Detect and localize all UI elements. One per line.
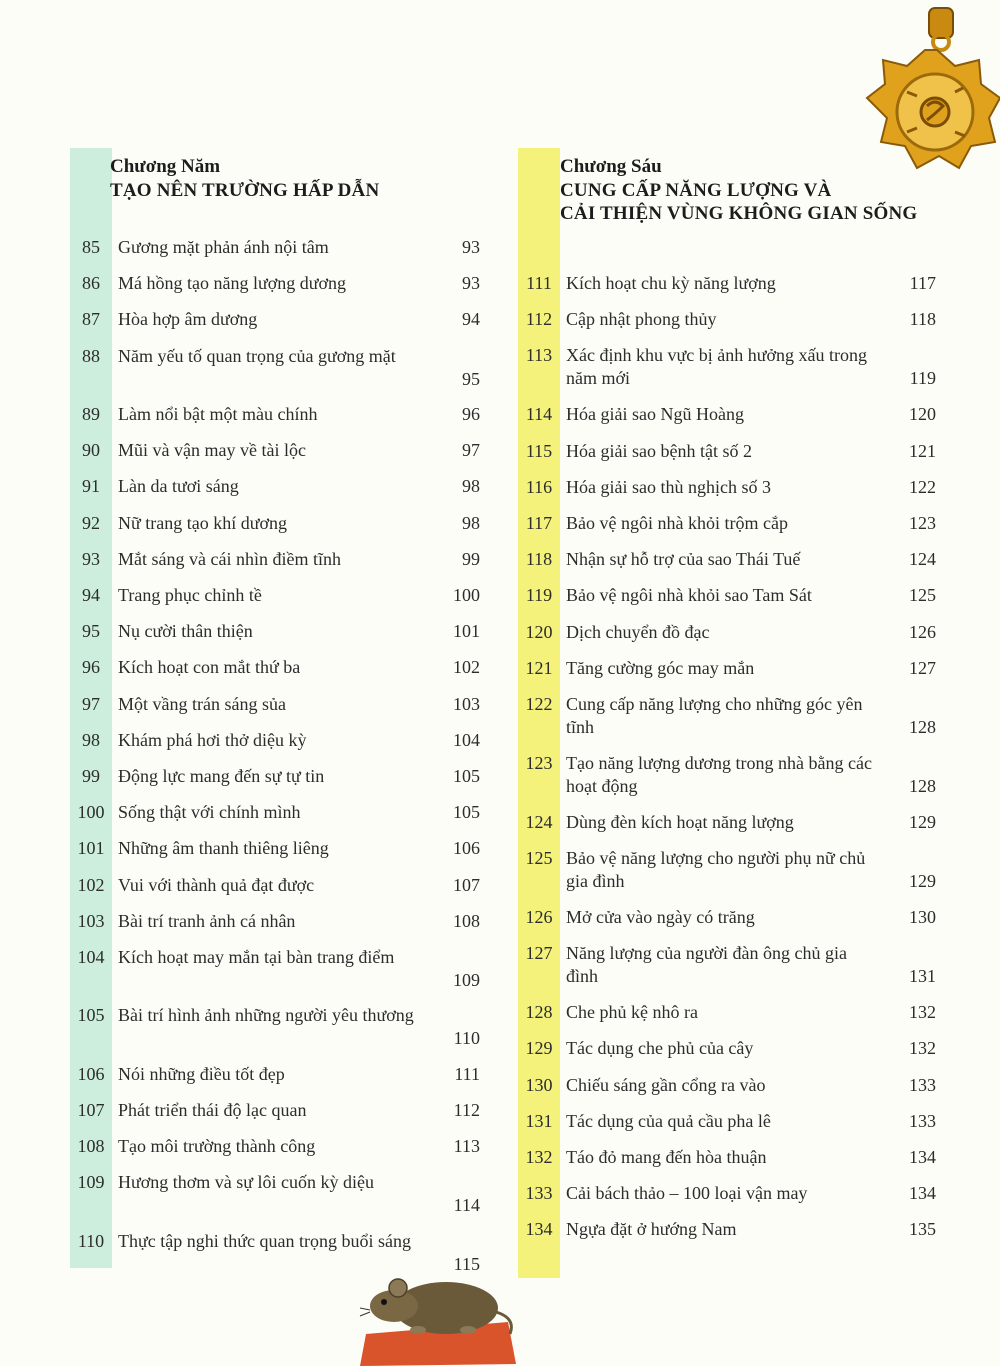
toc-entry-number: 92	[82, 512, 100, 533]
toc-entry-page: 94	[462, 309, 480, 330]
toc-entry-number: 98	[82, 729, 100, 750]
toc-entry-number: 129	[525, 1038, 553, 1059]
toc-entry-title: Che phủ kệ nhô ra	[566, 1002, 698, 1023]
toc-entry-page: 115	[453, 1253, 480, 1274]
toc-entry	[70, 1093, 480, 1129]
toc-entry	[518, 1031, 936, 1067]
toc-entry-page: 96	[462, 404, 480, 425]
toc-entry-title: Bảo vệ năng lượng cho người phụ nữ chủ gia đình	[566, 848, 866, 892]
toc-entry	[518, 995, 936, 1031]
toc-entry-title: Khám phá hơi thở diệu kỳ	[118, 729, 307, 750]
toc-entry-title: Động lực mang đến sự tự tin	[118, 765, 325, 786]
toc-entry-number: 103	[77, 910, 105, 931]
toc-entry-title: Dịch chuyển đồ đạc	[566, 621, 710, 642]
toc-entry-page: 118	[909, 309, 936, 330]
toc-entry-title: Tạo môi trường thành công	[118, 1136, 316, 1157]
toc-entry-title: Kích hoạt chu kỳ năng lượng	[566, 273, 776, 293]
toc-entry	[518, 1104, 936, 1140]
toc-entry	[518, 805, 936, 841]
toc-entry-title: Bảo vệ ngôi nhà khỏi sao Tam Sát	[566, 585, 812, 606]
toc-entry-number: 132	[525, 1147, 553, 1167]
toc-entry-title: Nụ cười thân thiện	[118, 621, 253, 642]
chapter-five-label: Chương Năm	[110, 156, 221, 177]
toc-entry-title: Hóa giải sao Ngũ Hoàng	[566, 404, 744, 425]
toc-entry	[518, 302, 936, 338]
toc-entry	[70, 302, 480, 338]
toc-right-list	[518, 266, 936, 1249]
toc-entry-number: 105	[77, 1005, 105, 1026]
toc-entry-page: 98	[462, 512, 480, 533]
toc-entry-page: 102	[453, 657, 480, 678]
toc-entry-number: 122	[525, 693, 553, 714]
toc-entry-number: 120	[525, 621, 553, 642]
toc-entry-number: 130	[525, 1074, 553, 1095]
toc-entry-number: 117	[525, 512, 553, 533]
toc-entry-number: 100	[77, 802, 105, 823]
toc-entry	[70, 542, 480, 578]
toc-entry	[518, 687, 936, 746]
mouse-illustration	[358, 1268, 518, 1366]
toc-entry-title: Nói những điều tốt đẹp	[118, 1063, 285, 1084]
toc-entry	[70, 1129, 480, 1165]
toc-entry-number: 108	[77, 1136, 105, 1157]
toc-entry-title: Mở cửa vào ngày có trăng	[566, 907, 755, 928]
toc-entry	[518, 542, 936, 578]
toc-entry-number: 95	[82, 621, 100, 642]
toc-entry-title: Kích hoạt may mắn tại bàn trang điểm	[118, 946, 395, 967]
toc-entry-title: Làm nổi bật một màu chính	[118, 404, 318, 425]
toc-entry-number: 87	[82, 309, 100, 330]
toc-entry-title: Cải bách thảo – 100 loại vận may	[566, 1183, 808, 1204]
toc-entry	[70, 759, 480, 795]
toc-entry-page: 99	[462, 548, 480, 569]
toc-entry-title: Một vầng trán sáng sủa	[118, 693, 286, 714]
toc-entry-number: 113	[525, 345, 553, 366]
toc-entry	[70, 266, 480, 302]
toc-entry-number: 124	[525, 811, 553, 832]
toc-entry-page: 98	[462, 476, 480, 497]
toc-entry-title: Kích hoạt con mắt thứ ba	[118, 657, 301, 678]
toc-entry	[518, 338, 936, 397]
toc-entry-page: 97	[462, 440, 480, 461]
toc-entry-page: 132	[909, 1002, 936, 1023]
toc-entry-page: 131	[909, 966, 936, 987]
toc-entry-page: 123	[909, 512, 936, 533]
toc-entry-title: Tác dụng của quả cầu pha lê	[566, 1110, 771, 1131]
toc-entry-title: Năng lượng của người đàn ông chủ gia đình	[566, 943, 847, 987]
toc-entry-title: Tăng cường góc may mắn	[566, 657, 755, 678]
toc-entry-number: 127	[525, 943, 553, 964]
toc-entry-number: 89	[82, 404, 100, 425]
toc-entry-title: Vui với thành quả đạt được	[118, 874, 315, 895]
toc-entry-page: 114	[453, 1195, 480, 1216]
toc-entry-number: 115	[525, 440, 553, 461]
toc-entry-title: Gương mặt phản ánh nội tâm	[118, 237, 329, 257]
toc-entry-page: 109	[453, 969, 480, 990]
toc-entry-number: 88	[82, 345, 100, 366]
toc-entry	[70, 650, 480, 686]
chapter-five-header	[110, 155, 490, 202]
toc-entry-title: Hương thơm và sự lôi cuốn kỳ diệu	[118, 1172, 375, 1193]
chapter-five-title: TẠO NÊN TRƯỜNG HẤP DẪN	[110, 180, 380, 201]
toc-entry-page: 128	[909, 775, 936, 796]
toc-entry-number: 112	[525, 309, 553, 330]
toc-entry-page: 135	[909, 1219, 936, 1240]
toc-entry	[70, 687, 480, 723]
toc-entry-number: 109	[77, 1172, 105, 1193]
toc-entry-page: 107	[453, 874, 480, 895]
toc-entry-page: 111	[454, 1063, 480, 1084]
toc-entry-title: Má hồng tạo năng lượng dương	[118, 273, 347, 294]
chapter-six-title-line2: CẢI THIỆN VÙNG KHÔNG GIAN SỐNG	[560, 203, 918, 224]
toc-entry	[518, 651, 936, 687]
toc-entry-number: 114	[525, 404, 553, 425]
toc-entry-number: 94	[82, 585, 100, 605]
toc-entry-title: Cập nhật phong thủy	[566, 309, 717, 330]
toc-entry	[518, 615, 936, 651]
toc-entry-number: 116	[525, 476, 553, 497]
gold-pendant-ornament	[855, 0, 1000, 200]
toc-entry-title: Xác định khu vực bị ảnh hưởng xấu trong năm mới	[566, 345, 867, 389]
toc-entry-title: Trang phục chỉnh tề	[118, 585, 262, 605]
toc-entry	[70, 469, 480, 505]
toc-entry-title: Bài trí tranh ảnh cá nhân	[118, 910, 296, 931]
toc-entry	[70, 433, 480, 469]
chapter-six-label: Chương Sáu	[560, 156, 662, 177]
toc-entry-title: Thực tập nghi thức quan trọng buổi sáng	[118, 1230, 411, 1251]
toc-entry-number: 96	[82, 657, 100, 678]
toc-entry	[518, 936, 936, 995]
toc-entry	[518, 397, 936, 433]
toc-entry-page: 112	[453, 1100, 480, 1121]
toc-entry-title: Hòa hợp âm dương	[118, 309, 258, 330]
toc-entry	[70, 723, 480, 759]
toc-entry-page: 110	[453, 1028, 480, 1049]
toc-entry-number: 106	[77, 1063, 105, 1084]
toc-entry-title: Nữ trang tạo khí dương	[118, 512, 288, 533]
toc-entry-page: 105	[453, 802, 480, 823]
toc-entry-page: 104	[453, 729, 480, 750]
toc-entry-title: Chiếu sáng gần cổng ra vào	[566, 1074, 766, 1095]
toc-entry-title: Tác dụng che phủ của cây	[566, 1038, 754, 1059]
toc-entry-number: 128	[525, 1002, 553, 1023]
toc-entry-number: 99	[82, 765, 100, 786]
toc-entry	[70, 230, 480, 266]
toc-entry	[70, 795, 480, 831]
toc-entry-number: 121	[525, 657, 553, 678]
toc-entry-page: 125	[909, 585, 936, 606]
toc-entry	[70, 904, 480, 940]
toc-entry-page: 108	[453, 910, 480, 931]
toc-entry-page: 126	[909, 621, 936, 642]
toc-entry-page: 113	[453, 1136, 480, 1157]
toc-entry-title: Bài trí hình ảnh những người yêu thương	[118, 1005, 414, 1026]
toc-entry	[518, 746, 936, 805]
toc-entry-title: Những âm thanh thiêng liêng	[118, 838, 329, 859]
toc-entry-page: 105	[453, 765, 480, 786]
toc-entry	[518, 841, 936, 900]
toc-entry	[518, 1176, 936, 1212]
toc-entry	[70, 614, 480, 650]
toc-entry-number: 102	[77, 874, 105, 895]
toc-entry-title: Táo đỏ mang đến hòa thuận	[566, 1147, 767, 1167]
toc-entry-number: 91	[82, 476, 100, 497]
toc-entry-title: Sống thật với chính mình	[118, 802, 301, 823]
toc-entry	[518, 1212, 936, 1248]
toc-entry-title: Mũi và vận may về tài lộc	[118, 440, 306, 461]
toc-entry	[518, 434, 936, 470]
toc-entry-page: 133	[909, 1110, 936, 1131]
toc-entry	[518, 1068, 936, 1104]
toc-entry-number: 90	[82, 440, 100, 461]
toc-entry	[70, 339, 480, 398]
toc-entry-page: 117	[909, 273, 936, 293]
toc-entry-title: Năm yếu tố quan trọng của gương mặt	[118, 345, 396, 366]
toc-entry-title: Tạo năng lượng dương trong nhà bằng các hoạt động	[566, 752, 872, 796]
toc-entry-number: 123	[525, 752, 553, 773]
toc-entry-number: 104	[77, 946, 105, 967]
toc-entry	[70, 1165, 480, 1224]
toc-entry-number: 131	[525, 1110, 553, 1131]
toc-entry-number: 97	[82, 693, 100, 714]
toc-entry-number: 111	[526, 273, 552, 293]
toc-entry-page: 100	[453, 585, 480, 605]
toc-entry-page: 103	[453, 693, 480, 714]
toc-entry	[70, 831, 480, 867]
toc-entry-title: Dùng đèn kích hoạt năng lượng	[566, 811, 794, 832]
toc-entry-number: 118	[525, 549, 553, 570]
toc-entry	[70, 397, 480, 433]
toc-entry-number: 101	[77, 838, 105, 859]
toc-entry-number: 107	[77, 1100, 105, 1121]
toc-left-list	[70, 230, 480, 1282]
toc-entry	[70, 940, 480, 999]
toc-entry-number: 125	[525, 848, 553, 869]
toc-entry	[518, 578, 936, 614]
toc-entry-number: 110	[77, 1230, 105, 1251]
toc-entry-title: Nhận sự hỗ trợ của sao Thái Tuế	[566, 549, 801, 570]
toc-entry-title: Cung cấp năng lượng cho những góc yên tĩnh	[566, 693, 863, 737]
toc-entry-title: Ngựa đặt ở hướng Nam	[566, 1219, 737, 1240]
toc-entry-page: 134	[909, 1147, 936, 1167]
toc-entry-page: 129	[909, 811, 936, 832]
toc-entry-number: 133	[525, 1183, 553, 1204]
toc-entry	[518, 900, 936, 936]
toc-entry-page: 132	[909, 1038, 936, 1059]
toc-entry-title: Làn da tươi sáng	[118, 476, 239, 497]
toc-entry-title: Phát triển thái độ lạc quan	[118, 1100, 307, 1121]
toc-entry-page: 124	[909, 549, 936, 570]
toc-entry-number: 93	[82, 548, 100, 569]
toc-entry-page: 128	[909, 716, 936, 737]
toc-entry	[518, 470, 936, 506]
toc-entry-page: 122	[909, 476, 936, 497]
toc-entry	[518, 266, 936, 302]
toc-entry-page: 121	[909, 440, 936, 461]
toc-entry-number: 134	[525, 1219, 553, 1240]
toc-entry-page: 93	[462, 273, 480, 294]
toc-entry-title: Mắt sáng và cái nhìn điềm tĩnh	[118, 548, 341, 569]
toc-entry-page: 119	[909, 368, 936, 389]
chapter-six-title-line1: CUNG CẤP NĂNG LƯỢNG VÀ	[560, 180, 832, 201]
toc-entry	[70, 578, 480, 614]
toc-entry-page: 101	[453, 621, 480, 642]
toc-entry-page: 93	[462, 237, 480, 257]
toc-entry-title: Hóa giải sao bệnh tật số 2	[566, 440, 752, 461]
toc-entry-page: 130	[909, 907, 936, 928]
toc-entry	[70, 868, 480, 904]
toc-entry-number: 86	[82, 273, 100, 294]
toc-entry-page: 106	[453, 838, 480, 859]
toc-entry	[518, 506, 936, 542]
toc-entry-page: 95	[462, 368, 480, 389]
toc-entry-page: 127	[909, 657, 936, 678]
toc-entry-page: 133	[909, 1074, 936, 1095]
toc-entry-title: Bảo vệ ngôi nhà khỏi trộm cắp	[566, 512, 788, 533]
toc-entry	[518, 1140, 936, 1176]
toc-entry-number: 126	[525, 907, 553, 928]
toc-entry-page: 129	[909, 871, 936, 892]
toc-entry-page: 120	[909, 404, 936, 425]
toc-entry-title: Hóa giải sao thù nghịch số 3	[566, 476, 771, 497]
toc-entry-page: 134	[909, 1183, 936, 1204]
toc-entry-number: 119	[525, 585, 553, 606]
toc-entry	[70, 1057, 480, 1093]
toc-entry	[70, 506, 480, 542]
toc-entry	[70, 998, 480, 1057]
toc-entry-number: 85	[82, 237, 100, 257]
